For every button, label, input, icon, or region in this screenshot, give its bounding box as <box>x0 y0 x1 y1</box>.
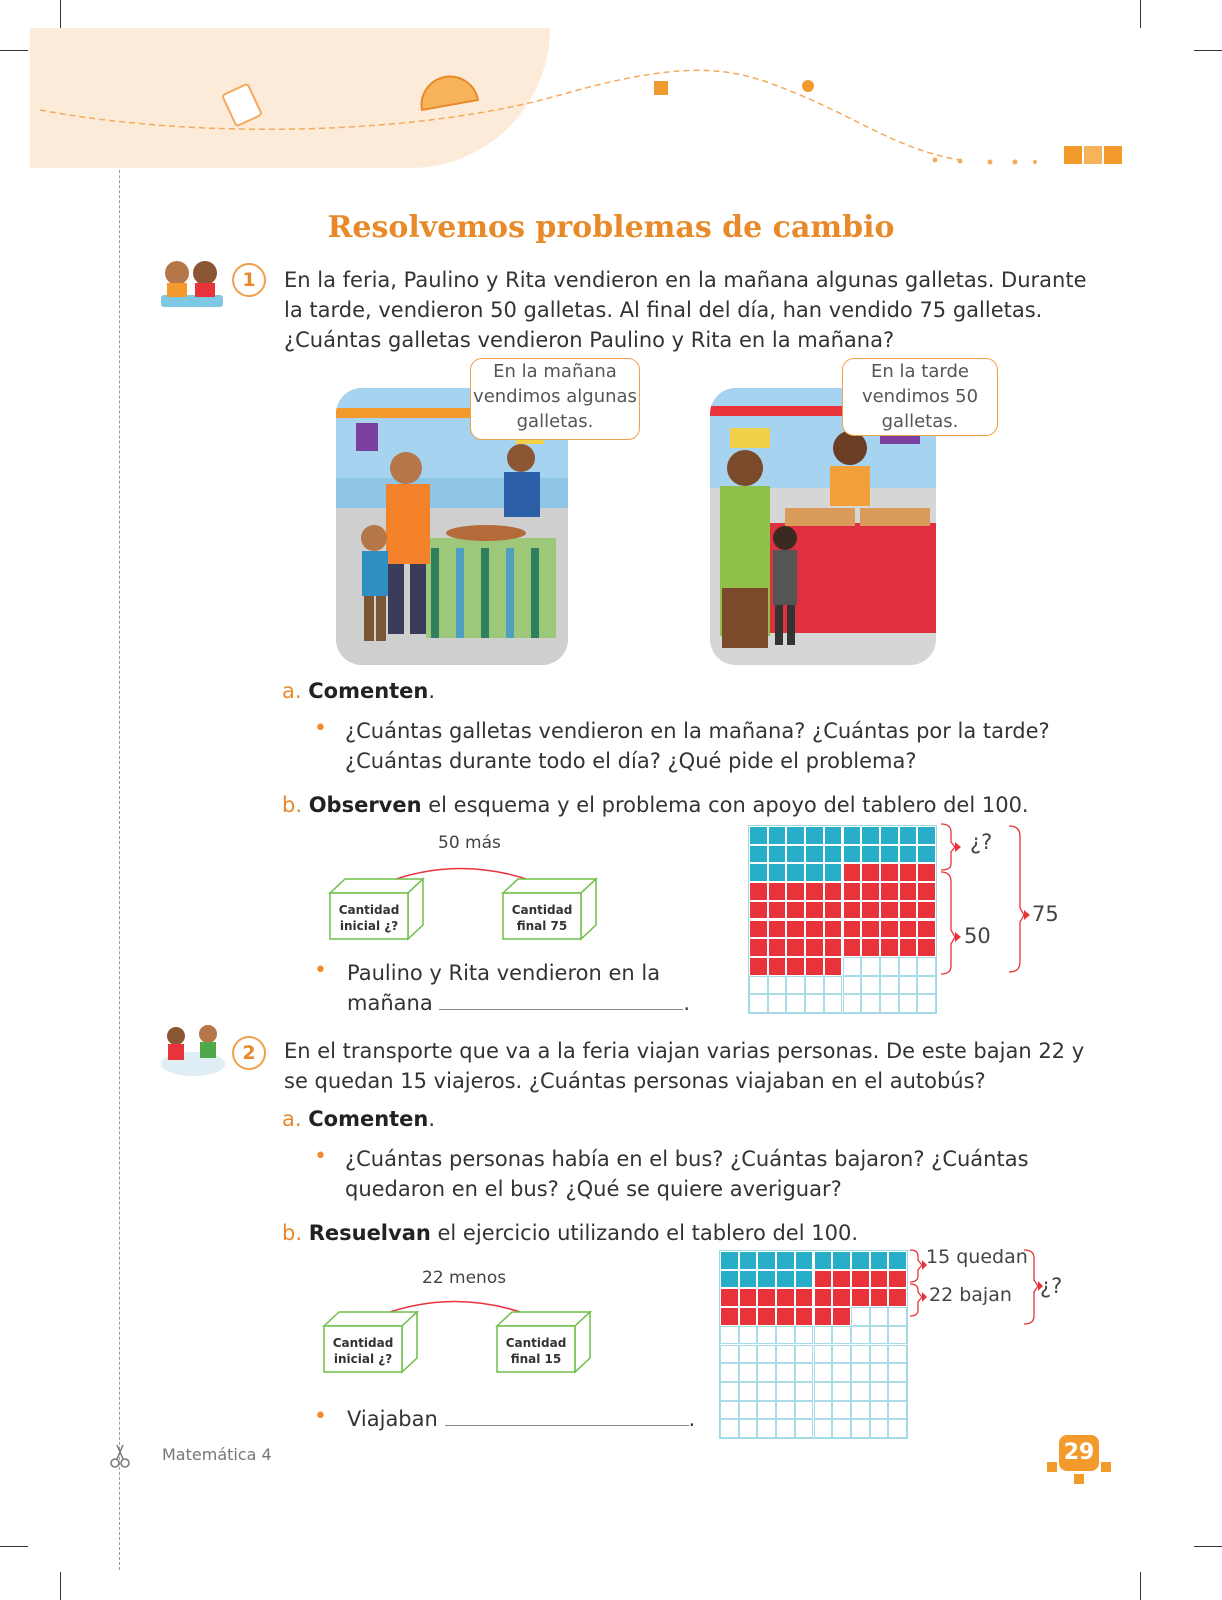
grid-cell <box>814 1251 833 1270</box>
grid-cell <box>824 920 843 939</box>
grid-label-total: ¿? <box>1040 1274 1063 1298</box>
grid-cell <box>899 957 918 976</box>
grid-cell <box>786 976 805 995</box>
grid-cell <box>814 1326 833 1345</box>
grid-cell <box>851 1419 870 1438</box>
item-label: Resuelvan <box>308 1221 431 1245</box>
grid-cell <box>824 826 843 845</box>
grid-cell <box>888 1326 907 1345</box>
grid-cell <box>870 1270 889 1289</box>
box-line: inicial ¿? <box>333 1352 393 1366</box>
bullet-line: ¿Cuántas durante todo el día? ¿Qué pide el problema? <box>345 749 917 773</box>
grid-cell <box>776 1307 795 1326</box>
grid-cell <box>832 1288 851 1307</box>
grid-cell <box>776 1270 795 1289</box>
grid-cell <box>917 994 936 1013</box>
grid-cell <box>917 957 936 976</box>
grid-cell <box>757 1288 776 1307</box>
grid-cell <box>805 957 824 976</box>
protractor-icon <box>422 77 478 110</box>
grid-cell <box>870 1326 889 1345</box>
header-decoration <box>0 0 1222 200</box>
grid-cell <box>786 901 805 920</box>
grid-cell <box>720 1419 739 1438</box>
answer-line: Paulino y Rita vendieron en la <box>347 961 661 985</box>
box-line: final 75 <box>516 919 568 933</box>
grid-cell <box>795 1288 814 1307</box>
bullet-icon: • <box>314 958 327 983</box>
box-initial-label <box>324 1335 402 1367</box>
grid-cell <box>851 1307 870 1326</box>
grid-cell <box>851 1270 870 1289</box>
grid-cell <box>832 1251 851 1270</box>
grid-cell <box>805 938 824 957</box>
grid-cell <box>795 1419 814 1438</box>
grid-cell <box>805 976 824 995</box>
grid-cell <box>814 1307 833 1326</box>
grid-cell <box>720 1363 739 1382</box>
grid-cell <box>917 920 936 939</box>
grid-cell <box>851 1251 870 1270</box>
bullet-icon: • <box>314 1144 327 1169</box>
grid-cell <box>786 994 805 1013</box>
grid-cell <box>851 1382 870 1401</box>
hundred-board-1 <box>748 825 937 1014</box>
grid-cell <box>843 938 862 957</box>
grid-cell <box>888 1401 907 1420</box>
grid-cell <box>795 1251 814 1270</box>
grid-cell <box>768 957 787 976</box>
grid-cell <box>870 1345 889 1364</box>
grid-cell <box>899 882 918 901</box>
grid-cell <box>917 938 936 957</box>
grid-cell <box>749 863 768 882</box>
grid-label-fifty: 50 <box>964 924 991 948</box>
grid-cell <box>888 1307 907 1326</box>
grid-cell <box>776 1401 795 1420</box>
grid-cell <box>720 1382 739 1401</box>
grid-cell <box>843 826 862 845</box>
bubble-line: En la tarde <box>871 361 969 382</box>
grid-cell <box>824 882 843 901</box>
grid-cell <box>776 1419 795 1438</box>
box-final-label <box>503 902 581 934</box>
item-label: Observen <box>308 793 422 817</box>
grid-cell <box>805 920 824 939</box>
grid-cell <box>739 1401 758 1420</box>
grid-cell <box>880 863 899 882</box>
grid-cell <box>843 845 862 864</box>
grid-cell <box>861 976 880 995</box>
grid-cell <box>739 1307 758 1326</box>
grid-cell <box>749 845 768 864</box>
grid-cell <box>832 1363 851 1382</box>
grid-cell <box>814 1288 833 1307</box>
problem-1-answer: Paulino y Rita vendieron en la mañana . <box>347 958 727 1018</box>
hundred-board-2 <box>719 1250 908 1439</box>
grid-label-stay: 15 quedan <box>926 1246 1028 1268</box>
grid-cell <box>776 1363 795 1382</box>
grid-cell <box>824 901 843 920</box>
grid-cell <box>786 882 805 901</box>
item-letter: a. <box>282 679 302 703</box>
grid-cell <box>757 1307 776 1326</box>
grid-cell <box>832 1307 851 1326</box>
grid-cell <box>870 1307 889 1326</box>
problem-2-a: a. Comenten. <box>282 1107 436 1131</box>
grid-cell <box>795 1382 814 1401</box>
grid-cell <box>870 1251 889 1270</box>
grid-cell <box>843 976 862 995</box>
grid-cell <box>757 1345 776 1364</box>
problem-2-a-bullet <box>345 1144 1125 1204</box>
grid-cell <box>757 1251 776 1270</box>
grid-cell <box>768 976 787 995</box>
grid-cell <box>870 1382 889 1401</box>
arrow-label: 50 más <box>438 833 501 853</box>
grid-label-total: 75 <box>1032 902 1059 926</box>
grid-cell <box>851 1288 870 1307</box>
grid-cell <box>861 882 880 901</box>
problem-2-answer: Viajaban . <box>347 1407 696 1431</box>
grid-cell <box>776 1326 795 1345</box>
grid-cell <box>814 1419 833 1438</box>
grid-cell <box>870 1288 889 1307</box>
grid-cell <box>795 1345 814 1364</box>
grid-cell <box>888 1270 907 1289</box>
answer-blank[interactable] <box>445 1425 689 1426</box>
box-final-label <box>497 1335 575 1367</box>
grid-cell <box>805 845 824 864</box>
grid-cell <box>899 994 918 1013</box>
grid-cell <box>749 976 768 995</box>
grid-cell <box>843 882 862 901</box>
grid-cell <box>888 1345 907 1364</box>
grid-cell <box>749 882 768 901</box>
grid-cell <box>861 920 880 939</box>
grid-cell <box>888 1288 907 1307</box>
grid-cell <box>888 1419 907 1438</box>
grid-cell <box>880 957 899 976</box>
speech-bubble-morning <box>470 358 640 440</box>
problem-1-a-bullet <box>345 716 1125 776</box>
bubble-line: En la mañana <box>493 361 617 382</box>
grid-cell <box>899 863 918 882</box>
grid-cell <box>851 1363 870 1382</box>
dot-icon <box>802 80 814 92</box>
grid-cell <box>843 901 862 920</box>
grid-cell <box>870 1419 889 1438</box>
grid-cell <box>776 1382 795 1401</box>
grid-cell <box>880 938 899 957</box>
crop-mark <box>1140 1572 1141 1600</box>
item-label: Comenten <box>308 679 429 703</box>
grid-cell <box>888 1363 907 1382</box>
grid-cell <box>768 863 787 882</box>
scissors-icon <box>110 1443 130 1469</box>
grid-cell <box>749 920 768 939</box>
page-number: 29 <box>1059 1435 1099 1471</box>
bullet-icon: • <box>314 1404 327 1429</box>
grid-cell <box>795 1363 814 1382</box>
arrow-label: 22 menos <box>422 1268 507 1288</box>
grid-cell <box>832 1382 851 1401</box>
grid-cell <box>832 1270 851 1289</box>
kids-reading-icon <box>155 255 230 315</box>
grid-cell <box>824 863 843 882</box>
item-text: el ejercicio utilizando el tablero del 100. <box>430 1221 858 1245</box>
grid-cell <box>739 1363 758 1382</box>
grid-cell <box>824 938 843 957</box>
problem-number-1: 1 <box>232 263 266 297</box>
crop-mark <box>0 1546 28 1547</box>
grid-cell <box>880 976 899 995</box>
grid-cell <box>739 1326 758 1345</box>
grid-cell <box>749 901 768 920</box>
grid-cell <box>870 1401 889 1420</box>
grid-cell <box>888 1382 907 1401</box>
grid-cell <box>757 1382 776 1401</box>
grid-cell <box>814 1401 833 1420</box>
box-line: Cantidad <box>338 903 400 917</box>
grid-cell <box>861 957 880 976</box>
grid-cell <box>757 1419 776 1438</box>
grid-cell <box>757 1270 776 1289</box>
problem-1-a: a. Comenten. <box>282 679 436 703</box>
grid-cell <box>824 845 843 864</box>
grid-cell <box>814 1270 833 1289</box>
grid-cell <box>861 938 880 957</box>
problem-1-line: la tarde, vendieron 50 galletas. Al final del día, han vendido 75 galletas. <box>284 298 1043 322</box>
grid-cell <box>814 1345 833 1364</box>
grid-cell <box>757 1326 776 1345</box>
grid-cell <box>917 826 936 845</box>
grid-cell <box>861 901 880 920</box>
grid-cell <box>795 1270 814 1289</box>
grid-cell <box>739 1270 758 1289</box>
grid-cell <box>917 863 936 882</box>
grid-cell <box>805 882 824 901</box>
grid-cell <box>814 1382 833 1401</box>
cut-line <box>119 30 120 1570</box>
bullet-line: ¿Cuántas personas había en el bus? ¿Cuántas bajaron? ¿Cuántas <box>345 1147 1029 1171</box>
grid-cell <box>917 976 936 995</box>
item-letter: a. <box>282 1107 302 1131</box>
box-initial-label <box>330 902 408 934</box>
item-label: Comenten <box>308 1107 429 1131</box>
grid-cell <box>786 957 805 976</box>
problem-2-text <box>284 1036 1144 1096</box>
grid-cell <box>720 1307 739 1326</box>
grid-cell <box>720 1270 739 1289</box>
grid-cell <box>814 1363 833 1382</box>
grid-cell <box>832 1419 851 1438</box>
grid-cell <box>739 1419 758 1438</box>
bubble-line: vendimos 50 <box>861 386 979 407</box>
grid-cell <box>768 826 787 845</box>
grid-cell <box>843 994 862 1013</box>
grid-cell <box>870 1363 889 1382</box>
problem-2-line: En el transporte que va a la feria viajan varias personas. De este bajan 22 y <box>284 1039 1085 1063</box>
grid-cell <box>861 863 880 882</box>
grid-cell <box>757 1363 776 1382</box>
grid-cell <box>861 845 880 864</box>
grid-cell <box>739 1288 758 1307</box>
bullet-icon: • <box>314 716 327 741</box>
box-line: final 15 <box>510 1352 562 1366</box>
problem-1-line: ¿Cuántas galletas vendieron Paulino y Rita en la mañana? <box>284 328 895 352</box>
problem-1-text <box>284 265 1144 355</box>
grid-cell <box>899 901 918 920</box>
answer-line: mañana <box>347 991 433 1015</box>
grid-cell <box>851 1401 870 1420</box>
grid-cell <box>776 1288 795 1307</box>
grid-cell <box>768 882 787 901</box>
calculator-icon <box>222 84 262 127</box>
grid-cell <box>739 1251 758 1270</box>
grid-cell <box>880 994 899 1013</box>
box-line: Cantidad <box>505 1336 567 1350</box>
grid-cell <box>768 938 787 957</box>
bullet-line: ¿Cuántas galletas vendieron en la mañana? ¿Cuántas por la tarde? <box>345 719 1050 743</box>
bubble-line: galletas. <box>881 411 959 432</box>
item-text: el esquema y el problema con apoyo del tablero del 100. <box>421 793 1029 817</box>
item-letter: b. <box>282 1221 303 1245</box>
crop-mark <box>60 1572 61 1600</box>
grid-cell <box>749 826 768 845</box>
page-title: Resolvemos problemas de cambio <box>327 210 895 245</box>
grid-cell <box>776 1251 795 1270</box>
answer-label: Viajaban <box>347 1407 438 1431</box>
grid-cell <box>832 1345 851 1364</box>
grid-cell <box>899 920 918 939</box>
grid-cell <box>917 845 936 864</box>
grid-cell <box>739 1345 758 1364</box>
grid-cell <box>805 994 824 1013</box>
grid-cell <box>720 1345 739 1364</box>
box-line: Cantidad <box>332 1336 394 1350</box>
footer-book-title: Matemática 4 <box>162 1445 272 1464</box>
grid-cell <box>805 863 824 882</box>
item-letter: b. <box>282 793 303 817</box>
grid-cell <box>768 845 787 864</box>
problem-number-2: 2 <box>232 1036 266 1070</box>
grid-cell <box>786 920 805 939</box>
problem-1-line: En la feria, Paulino y Rita vendieron en la mañana algunas galletas. Durante <box>284 268 1087 292</box>
bubble-line: vendimos algunas <box>473 386 637 407</box>
grid-cell <box>824 957 843 976</box>
grid-cell <box>861 994 880 1013</box>
bubble-line: galletas. <box>516 411 594 432</box>
grid-cell <box>749 957 768 976</box>
grid-cell <box>899 976 918 995</box>
grid-cell <box>917 901 936 920</box>
grid-cell <box>749 994 768 1013</box>
grid-cell <box>888 1251 907 1270</box>
grid-cell <box>768 994 787 1013</box>
grid-cell <box>768 901 787 920</box>
answer-blank[interactable] <box>439 1009 683 1010</box>
cube-icon <box>654 81 668 95</box>
grid-cell <box>899 845 918 864</box>
grid-cell <box>851 1345 870 1364</box>
grid-cell <box>805 826 824 845</box>
grid-cell <box>880 826 899 845</box>
grid-cell <box>832 1401 851 1420</box>
grid-cell <box>795 1401 814 1420</box>
kids-group-icon <box>158 1022 228 1078</box>
cubes-icon <box>1064 146 1122 164</box>
box-line: inicial ¿? <box>339 919 399 933</box>
grid-label-unknown: ¿? <box>970 830 993 854</box>
box-line: Cantidad <box>511 903 573 917</box>
problem-2-b <box>282 1218 1102 1248</box>
grid-cell <box>795 1326 814 1345</box>
grid-cell <box>843 957 862 976</box>
crop-mark <box>1194 1546 1222 1547</box>
bullet-line: quedaron en el bus? ¿Qué se quiere averiguar? <box>345 1177 842 1201</box>
grid-cell <box>880 882 899 901</box>
grid-cell <box>899 826 918 845</box>
grid-cell <box>843 863 862 882</box>
speech-bubble-afternoon <box>842 358 998 436</box>
grid-cell <box>757 1401 776 1420</box>
grid-label-leave: 22 bajan <box>929 1284 1012 1306</box>
problem-1-b <box>282 790 1102 820</box>
grid-cell <box>861 826 880 845</box>
grid-cell <box>749 938 768 957</box>
grid-cell <box>795 1307 814 1326</box>
grid-cell <box>824 994 843 1013</box>
grid-cell <box>880 920 899 939</box>
grid-cell <box>739 1382 758 1401</box>
grid-cell <box>805 901 824 920</box>
grid-cell <box>720 1401 739 1420</box>
grid-cell <box>720 1326 739 1345</box>
grid-cell <box>786 826 805 845</box>
grid-cell <box>880 901 899 920</box>
grid-cell <box>786 845 805 864</box>
grid-cell <box>768 920 787 939</box>
grid-cell <box>786 938 805 957</box>
grid-cell <box>786 863 805 882</box>
grid-cell <box>899 938 918 957</box>
grid-cell <box>776 1345 795 1364</box>
grid-cell <box>824 976 843 995</box>
grid-cell <box>880 845 899 864</box>
grid-cell <box>843 920 862 939</box>
grid-cell <box>720 1288 739 1307</box>
problem-2-line: se quedan 15 viajeros. ¿Cuántas personas viajaban en el autobús? <box>284 1069 986 1093</box>
grid-cell <box>720 1251 739 1270</box>
grid-cell <box>851 1326 870 1345</box>
grid-cell <box>832 1326 851 1345</box>
grid-cell <box>917 882 936 901</box>
